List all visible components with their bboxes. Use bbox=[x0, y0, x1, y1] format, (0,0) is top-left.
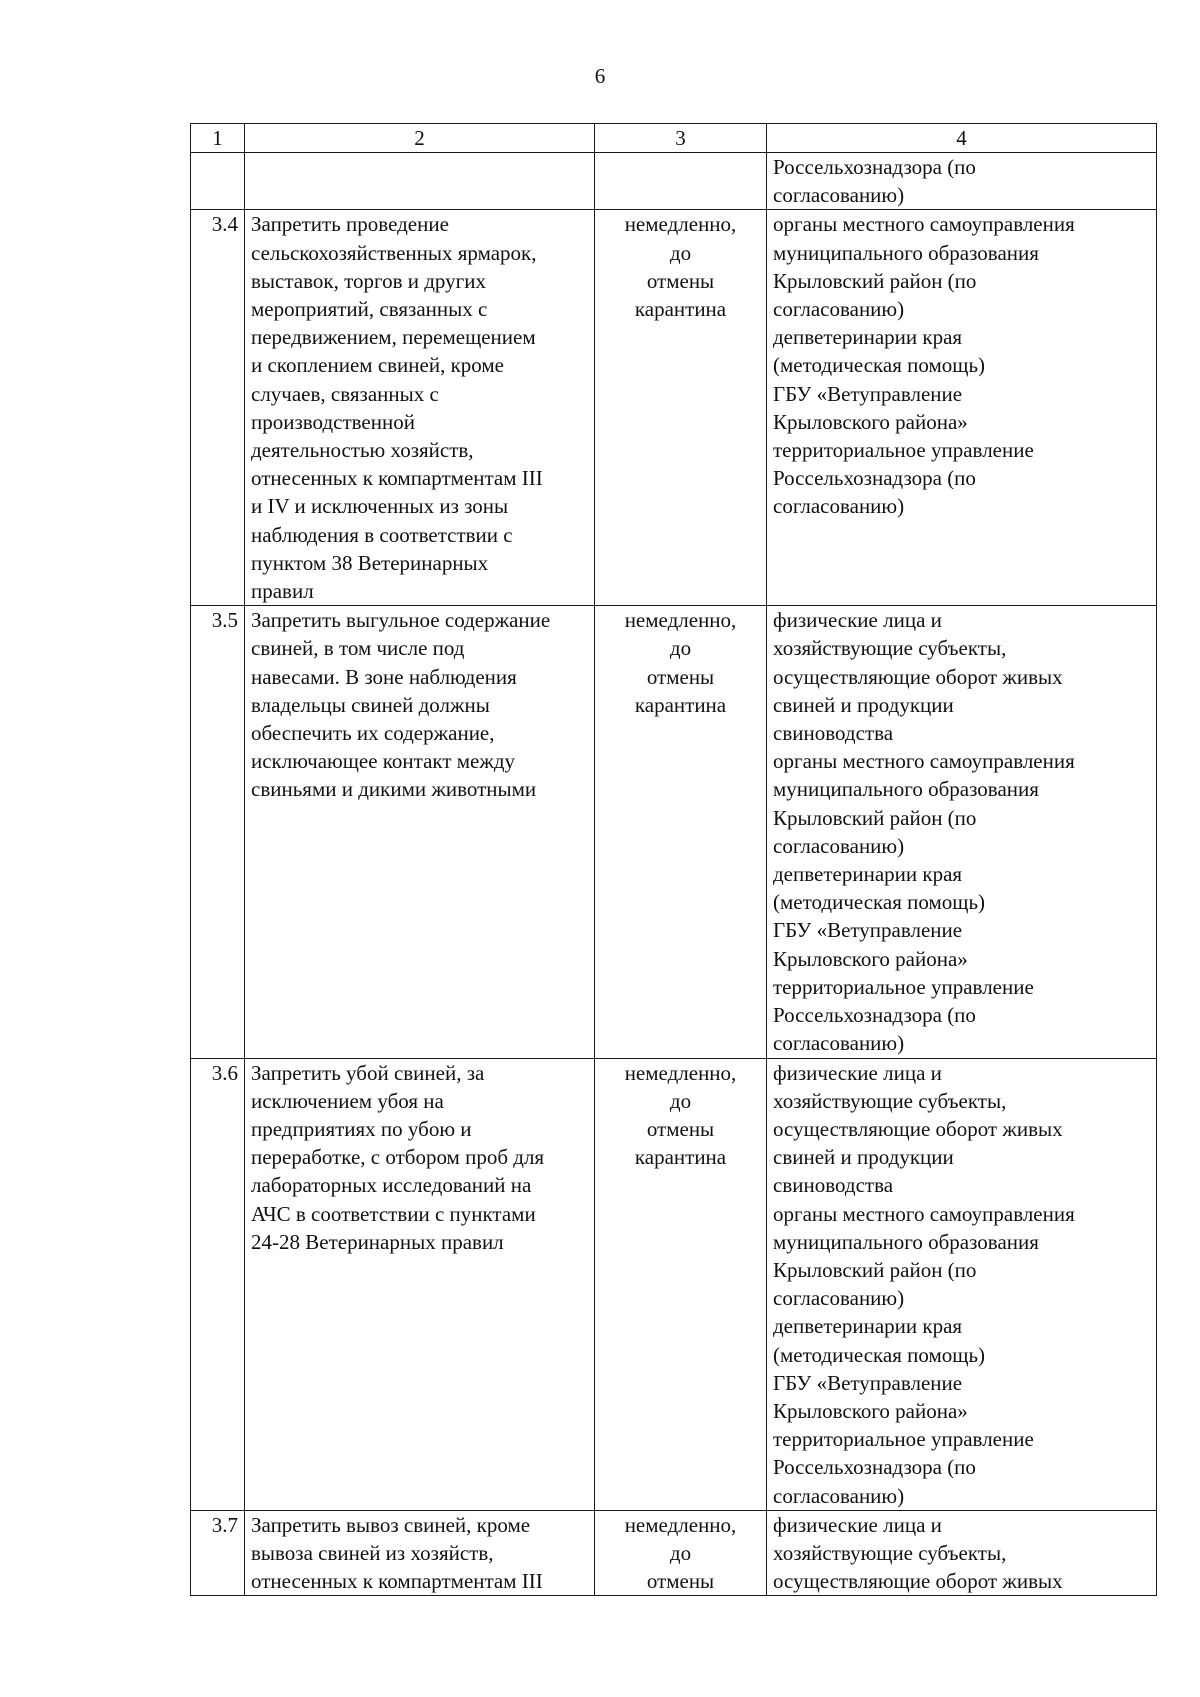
responsible-cell-line: органы местного самоуправления bbox=[773, 749, 1075, 774]
term-cell bbox=[595, 1058, 767, 1510]
responsible-cell-line: осуществляющие оборот живых bbox=[773, 1116, 1063, 1141]
responsible-cell-line: физические лица и bbox=[773, 608, 942, 633]
table-row bbox=[191, 210, 1157, 606]
responsible-cell-line: согласованию) bbox=[773, 1483, 905, 1508]
term-cell-line: немедленно, bbox=[624, 1512, 737, 1537]
responsible-cell-line: Россельхознадзора (по bbox=[773, 155, 976, 179]
responsible-cell-line: ГБУ «Ветуправление bbox=[773, 1370, 963, 1395]
responsible-cell-line: согласованию) bbox=[773, 297, 905, 322]
term-cell-line: до bbox=[669, 1088, 692, 1113]
measure-cell-line: Запретить выгульное содержание bbox=[251, 608, 551, 633]
responsible-cell-line: Крыловский район (по bbox=[773, 268, 977, 293]
measure-cell-line: правил bbox=[251, 579, 314, 604]
header-row bbox=[191, 124, 1157, 153]
responsible-cell-line: хозяйствующие субъекты, bbox=[773, 1540, 1007, 1565]
measure-cell-line: деятельностью хозяйств, bbox=[251, 438, 474, 463]
responsible-cell bbox=[767, 1510, 1157, 1596]
responsible-cell bbox=[767, 210, 1157, 606]
responsible-cell-line: свиноводства bbox=[773, 1173, 894, 1198]
responsible-cell-line: хозяйствующие субъекты, bbox=[773, 636, 1007, 661]
measure-cell-line: отнесенных к компартментам III bbox=[251, 1569, 543, 1594]
table-body bbox=[191, 124, 1157, 1596]
measure-cell-line: Запретить вывоз свиней, кроме bbox=[251, 1512, 531, 1537]
responsible-cell-line: органы местного самоуправления bbox=[773, 1201, 1075, 1226]
responsible-cell-line: физические лица и bbox=[773, 1512, 942, 1537]
responsible-cell-line: согласованию) bbox=[773, 1031, 905, 1056]
term-cell-line: немедленно, bbox=[624, 608, 737, 633]
header-cell-4: 4 bbox=[767, 124, 1157, 153]
term-cell-line: до bbox=[669, 636, 692, 661]
header-cell-1: 1 bbox=[191, 124, 245, 153]
measure-cell-line: лабораторных исследований на bbox=[251, 1173, 532, 1198]
table-row bbox=[191, 1510, 1157, 1596]
row-number-cell: 3.4 bbox=[191, 210, 245, 606]
measure-cell-line: наблюдения в соответствии с bbox=[251, 522, 513, 547]
term-cell bbox=[595, 1510, 767, 1596]
measure-cell bbox=[245, 1058, 595, 1510]
measure-cell-line: 24-28 Ветеринарных правил bbox=[251, 1229, 504, 1254]
measure-cell-line: АЧС в соответствии с пунктами bbox=[251, 1201, 536, 1226]
measure-cell bbox=[245, 210, 595, 606]
table-row bbox=[191, 1058, 1157, 1510]
header-cell-3: 3 bbox=[595, 124, 767, 153]
responsible-cell-line: территориальное управление bbox=[773, 974, 1034, 999]
measure-cell-line: сельскохозяйственных ярмарок, bbox=[251, 240, 537, 265]
measure-cell-line: Запретить убой свиней, за bbox=[251, 1060, 485, 1085]
measure-cell-line: навесами. В зоне наблюдения bbox=[251, 664, 517, 689]
responsible-cell-line: (методическая помощь) bbox=[773, 890, 986, 915]
measure-cell-line: исключающее контакт между bbox=[251, 749, 516, 774]
term-cell-line: немедленно, bbox=[624, 1060, 737, 1085]
responsible-cell-line: территориальное управление bbox=[773, 438, 1034, 463]
term-cell-line: карантина bbox=[634, 1145, 727, 1170]
responsible-cell-line: свиней и продукции bbox=[773, 692, 954, 717]
measure-cell-line: производственной bbox=[251, 409, 415, 434]
responsible-cell-line: Россельхознадзора (по bbox=[773, 1003, 976, 1028]
responsible-cell-line: Крыловский район (по bbox=[773, 1257, 977, 1282]
page-number: 6 bbox=[594, 64, 606, 88]
measure-cell-line: переработке, с отбором проб для bbox=[251, 1145, 545, 1170]
responsible-cell-line: физические лица и bbox=[773, 1060, 942, 1085]
term-cell-line: немедленно, bbox=[624, 212, 737, 237]
measure-cell-line: и скоплением свиней, кроме bbox=[251, 353, 505, 378]
responsible-cell bbox=[767, 606, 1157, 1058]
responsible-cell-line: хозяйствующие субъекты, bbox=[773, 1088, 1007, 1113]
measure-cell-line: свиней, в том числе под bbox=[251, 636, 465, 661]
term-cell-line: отмены bbox=[646, 268, 715, 293]
term-cell-line: до bbox=[669, 240, 692, 265]
measure-cell-line: пунктом 38 Ветеринарных bbox=[251, 550, 489, 575]
term-cell-line: карантина bbox=[634, 692, 727, 717]
responsible-cell-line: депветеринарии края bbox=[773, 1314, 963, 1339]
responsible-cell bbox=[767, 1058, 1157, 1510]
measure-cell-line: Запретить проведение bbox=[251, 212, 449, 237]
responsible-cell-line: (методическая помощь) bbox=[773, 1342, 986, 1367]
responsible-cell-line: ГБУ «Ветуправление bbox=[773, 381, 963, 406]
measure-cell-line: отнесенных к компартментам III bbox=[251, 466, 543, 491]
responsible-cell-line: депветеринарии края bbox=[773, 325, 963, 350]
measure-cell bbox=[245, 1510, 595, 1596]
responsible-cell-line: Крыловского района» bbox=[773, 1398, 968, 1423]
measure-cell-line: обеспечить их содержание, bbox=[251, 721, 495, 746]
term-cell-line: отмены bbox=[646, 1116, 715, 1141]
responsible-cell-line: депветеринарии края bbox=[773, 862, 963, 887]
measure-cell bbox=[245, 606, 595, 1058]
measure-cell-line: мероприятий, связанных с bbox=[251, 297, 488, 322]
measure-cell bbox=[245, 153, 595, 210]
table-row bbox=[191, 153, 1157, 210]
measure-cell-line: вывоза свиней из хозяйств, bbox=[251, 1540, 494, 1565]
header-cell-2: 2 bbox=[245, 124, 595, 153]
responsible-cell-line: муниципального образования bbox=[773, 240, 1039, 265]
measures-table bbox=[190, 123, 1157, 1596]
responsible-cell-line: согласованию) bbox=[773, 183, 905, 208]
term-cell bbox=[595, 153, 767, 210]
row-number-cell: 3.6 bbox=[191, 1058, 245, 1510]
measure-cell-line: предприятиях по убою и bbox=[251, 1116, 472, 1141]
measure-cell-line: случаев, связанных с bbox=[251, 381, 439, 406]
term-cell bbox=[595, 210, 767, 606]
responsible-cell-line: Крыловского района» bbox=[773, 946, 968, 971]
term-cell-line: до bbox=[669, 1540, 692, 1565]
responsible-cell-line: свиней и продукции bbox=[773, 1145, 954, 1170]
measure-cell-line: свиньями и дикими животными bbox=[251, 777, 537, 802]
responsible-cell-line: муниципального образования bbox=[773, 1229, 1039, 1254]
responsible-cell-line: Крыловский район (по bbox=[773, 805, 977, 830]
term-cell-line: отмены bbox=[646, 1569, 715, 1594]
responsible-cell-line: территориальное управление bbox=[773, 1427, 1034, 1452]
responsible-cell-line: ГБУ «Ветуправление bbox=[773, 918, 963, 943]
responsible-cell-line: осуществляющие оборот живых bbox=[773, 1569, 1063, 1594]
responsible-cell-line: осуществляющие оборот живых bbox=[773, 664, 1063, 689]
term-cell bbox=[595, 606, 767, 1058]
responsible-cell bbox=[767, 153, 1157, 210]
responsible-cell-line: органы местного самоуправления bbox=[773, 212, 1075, 237]
measure-cell-line: выставок, торгов и других bbox=[251, 268, 486, 293]
responsible-cell-line: муниципального образования bbox=[773, 777, 1039, 802]
responsible-cell-line: Крыловского района» bbox=[773, 409, 968, 434]
responsible-cell-line: согласованию) bbox=[773, 1286, 905, 1311]
row-number-cell: 3.7 bbox=[191, 1510, 245, 1596]
measure-cell-line: исключением убоя на bbox=[251, 1088, 444, 1113]
measure-cell-line: и IV и исключенных из зоны bbox=[251, 494, 509, 519]
row-number-cell: 3.5 bbox=[191, 606, 245, 1058]
table-row bbox=[191, 606, 1157, 1058]
term-cell-line: отмены bbox=[646, 664, 715, 689]
responsible-cell-line: согласованию) bbox=[773, 494, 905, 519]
term-cell-line: карантина bbox=[634, 297, 727, 322]
responsible-cell-line: (методическая помощь) bbox=[773, 353, 986, 378]
row-number-cell bbox=[191, 153, 245, 210]
responsible-cell-line: Россельхознадзора (по bbox=[773, 1455, 976, 1480]
responsible-cell-line: согласованию) bbox=[773, 833, 905, 858]
responsible-cell-line: Россельхознадзора (по bbox=[773, 466, 976, 491]
responsible-cell-line: свиноводства bbox=[773, 721, 894, 746]
measure-cell-line: передвижением, перемещением bbox=[251, 325, 536, 350]
measure-cell-line: владельцы свиней должны bbox=[251, 692, 490, 717]
